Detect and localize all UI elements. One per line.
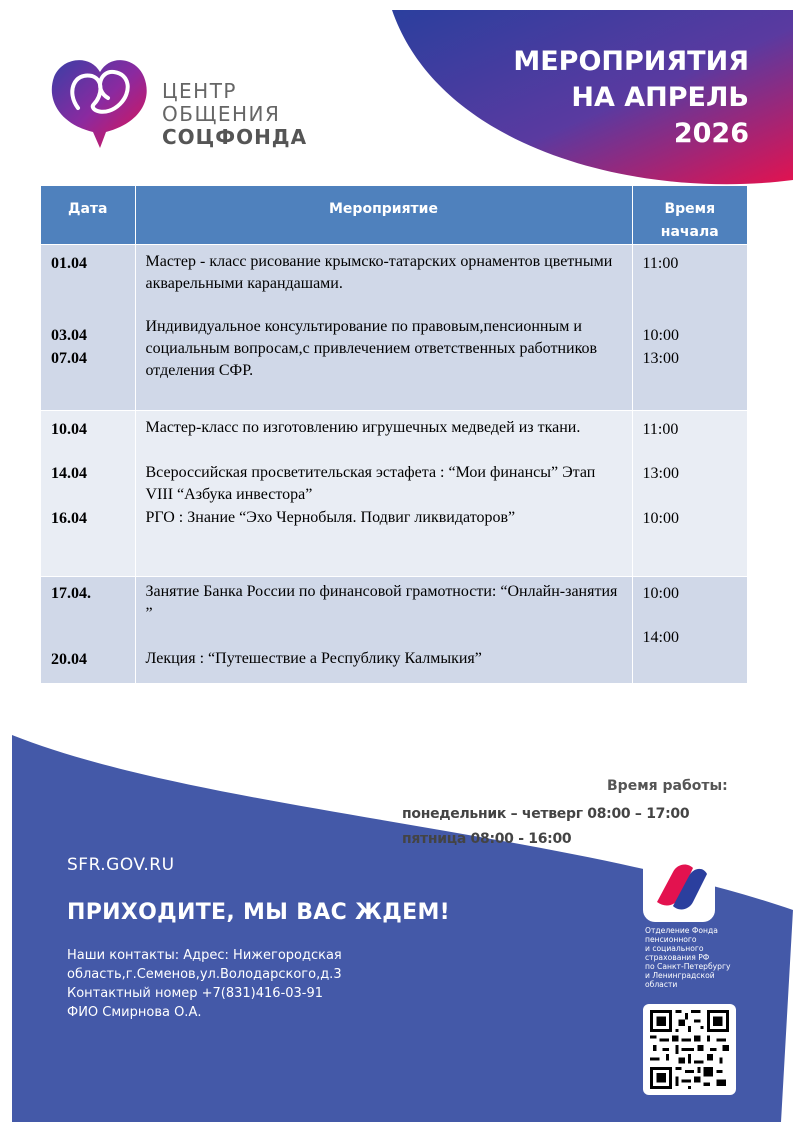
date-cell [41, 577, 135, 683]
event-text: Мастер - класс рисование крымско-татарских орнаментов цветными акварельными карандашами. [145, 253, 613, 292]
time: 14:00 [642, 629, 679, 646]
date: 17.04. [51, 585, 91, 602]
logo-line: СОЦФОНДА [162, 125, 308, 149]
event-cell [135, 577, 632, 683]
contact-line: Контактный номер +7(831)416-03-91 [67, 986, 324, 1001]
title-line: 2026 [673, 118, 749, 149]
sfr-caption-line: и Ленинградской [645, 971, 715, 980]
time-cell [632, 577, 747, 683]
date-cell [41, 245, 135, 411]
schedule-table [41, 186, 747, 683]
table-row [41, 411, 747, 577]
sfr-caption-line: пенсионного [645, 935, 697, 944]
table-header-row [41, 186, 747, 245]
header-time-label: Время начала [660, 201, 719, 240]
event-text: Лекция : “Путешествие а Республику Калмыкия” [145, 650, 482, 667]
sfr-caption-line: и социального [645, 944, 704, 953]
slogan: ПРИХОДИТЕ, МЫ ВАС ЖДЕМ! [67, 900, 450, 925]
logo-text [162, 80, 307, 149]
table-row [41, 577, 747, 683]
page-title [419, 44, 749, 152]
contact-line: ФИО Смирнова О.А. [67, 1005, 202, 1020]
time: 13:00 [642, 465, 679, 482]
time-cell [632, 245, 747, 411]
event-cell [135, 411, 632, 577]
contact-line: Наши контакты: Адрес: Нижегородская [67, 948, 342, 963]
hours-weekdays: понедельник – четверг 08:00 – 17:00 [402, 806, 690, 822]
title-line: МЕРОПРИЯТИЯ [513, 46, 749, 77]
date: 10.04 [51, 421, 87, 438]
date: 07.04 [51, 350, 87, 367]
website-link[interactable]: SFR.GOV.RU [67, 855, 175, 875]
event-text: Индивидуальное консультирование по правовым,пенсионным и социальным вопросам,с привлечением ответственных работников отделения СФР. [145, 318, 598, 379]
date: 01.04 [51, 255, 87, 272]
sfr-caption [645, 926, 745, 989]
table-row [41, 245, 747, 411]
sfr-logo-icon [643, 852, 715, 922]
time: 11:00 [642, 421, 679, 438]
time-cell [632, 411, 747, 577]
date: 16.04 [51, 510, 87, 527]
qr-code[interactable] [643, 1004, 736, 1095]
title-line: НА АПРЕЛЬ [571, 82, 749, 113]
time: 13:00 [642, 350, 679, 367]
date: 03.04 [51, 327, 87, 344]
sfr-caption-line: страхования РФ [645, 953, 710, 962]
date: 20.04 [51, 651, 87, 668]
event-text: РГО : Знание “Эхо Чернобыля. Подвиг ликвидаторов” [145, 509, 516, 526]
header-event: Мероприятие [135, 186, 632, 245]
date: 14.04 [51, 465, 87, 482]
contacts-block [67, 946, 367, 1022]
event-cell [135, 245, 632, 411]
event-text: Занятие Банка России по финансовой грамотности: “Онлайн-занятия ” [145, 583, 618, 622]
event-text: Мастер-класс по изготовлению игрушечных медведей из ткани. [145, 419, 581, 436]
time: 10:00 [642, 510, 679, 527]
sfr-caption-line: по Санкт-Петербургу [645, 962, 731, 971]
hours-title: Время работы: [607, 778, 728, 794]
qr-code-icon [649, 1010, 730, 1089]
hours-friday: пятница 08:00 - 16:00 [402, 831, 572, 847]
sfr-caption-line: области [645, 980, 678, 989]
time: 11:00 [642, 255, 679, 272]
header-time [632, 186, 747, 245]
logo-line: ЦЕНТР [162, 79, 237, 103]
sfr-caption-line: Отделение Фонда [645, 926, 718, 935]
date-cell [41, 411, 135, 577]
time: 10:00 [642, 327, 679, 344]
time: 10:00 [642, 585, 679, 602]
header-date: Дата [41, 186, 135, 245]
event-text: Всероссийская просветительская эстафета : “Мои финансы” Этап VIII “Азбука инвестора” [145, 464, 596, 503]
contact-line: область,г.Семенов,ул.Володарского,д.3 [67, 967, 342, 982]
heart-logo-icon [48, 52, 153, 152]
logo-line: ОБЩЕНИЯ [162, 102, 281, 126]
